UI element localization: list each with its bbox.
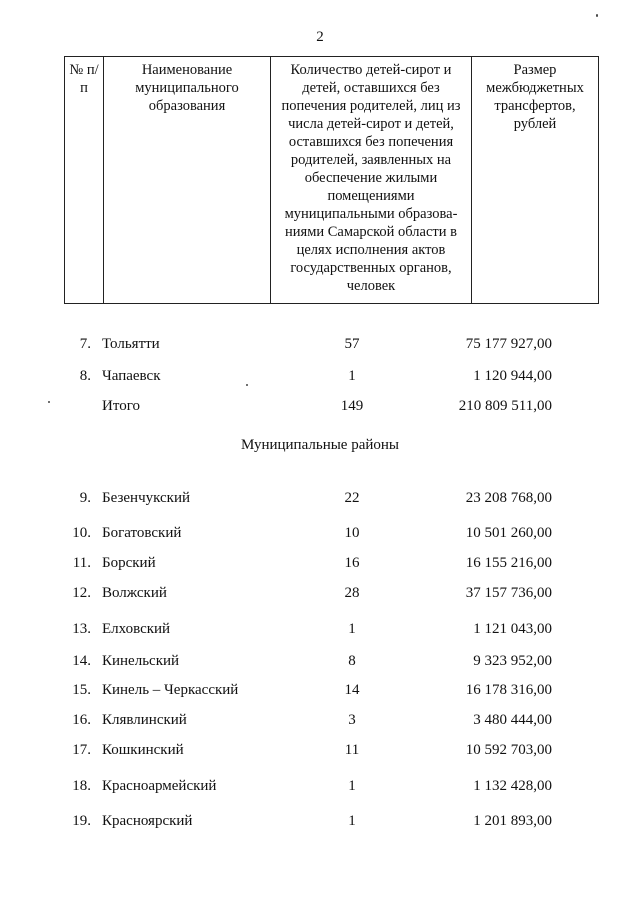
row-num: 16. bbox=[72, 712, 91, 728]
table-row bbox=[0, 619, 640, 639]
row-name: Кинельский bbox=[102, 653, 180, 669]
row-sum: 3 480 444,00 bbox=[473, 712, 552, 728]
row-count: 149 bbox=[340, 398, 364, 414]
section-title: Муниципальные районы bbox=[240, 437, 400, 453]
row-name: Борский bbox=[102, 555, 156, 571]
row-num: 9. bbox=[79, 490, 91, 506]
row-name: Богатовский bbox=[102, 525, 182, 541]
table-header-row bbox=[65, 57, 599, 304]
table-row bbox=[0, 776, 640, 796]
row-sum: 10 592 703,00 bbox=[465, 742, 552, 758]
row-num: 8. bbox=[79, 368, 91, 384]
row-num: 19. bbox=[72, 813, 91, 829]
row-name: Красноярский bbox=[102, 813, 193, 829]
table-row bbox=[0, 523, 640, 543]
row-name: Елховский bbox=[102, 621, 171, 637]
row-name: Кинель – Черкасский bbox=[102, 682, 239, 698]
page-number: 2 bbox=[316, 29, 324, 45]
row-count: 57 bbox=[344, 336, 360, 352]
row-sum: 9 323 952,00 bbox=[473, 653, 552, 669]
row-count: 11 bbox=[344, 742, 360, 758]
table-row-total bbox=[0, 396, 640, 416]
row-sum: 210 809 511,00 bbox=[458, 398, 552, 414]
row-name: Красноармейский bbox=[102, 778, 217, 794]
header-name: Наименование муниципального образования bbox=[104, 57, 271, 304]
table-row bbox=[0, 710, 640, 730]
table-row bbox=[0, 553, 640, 573]
table-header bbox=[64, 56, 599, 304]
row-sum: 16 178 316,00 bbox=[465, 682, 552, 698]
row-name: Чапаевск bbox=[102, 368, 161, 384]
row-sum: 75 177 927,00 bbox=[465, 336, 552, 352]
row-sum: 16 155 216,00 bbox=[465, 555, 552, 571]
row-count: 8 bbox=[348, 653, 356, 669]
row-num: 13. bbox=[72, 621, 91, 637]
row-count: 28 bbox=[344, 585, 360, 601]
row-num: 11. bbox=[72, 555, 91, 571]
table-row bbox=[0, 651, 640, 671]
row-num: 10. bbox=[72, 525, 91, 541]
row-sum: 37 157 736,00 bbox=[465, 585, 552, 601]
row-count: 1 bbox=[348, 368, 356, 384]
row-sum: 1 201 893,00 bbox=[473, 813, 552, 829]
table-row bbox=[0, 811, 640, 831]
row-num: 15. bbox=[72, 682, 91, 698]
scan-speck bbox=[596, 14, 598, 17]
table-row bbox=[0, 488, 640, 508]
row-num: 18. bbox=[72, 778, 91, 794]
row-count: 22 bbox=[344, 490, 360, 506]
row-num: 17. bbox=[72, 742, 91, 758]
row-name: Волжский bbox=[102, 585, 167, 601]
row-name: Клявлинский bbox=[102, 712, 187, 728]
row-count: 16 bbox=[344, 555, 360, 571]
header-count: Количество детей-сирот и детей, оставшихся без попечения родителей, лиц из числа детей-сирот и детей, оставшихся без попечения родителей, заявленных на обеспечение жилыми помещениями муниципальными образова-ниями Самарской области в целях исполнения актов государственных органов, человек bbox=[271, 57, 472, 304]
table-row bbox=[0, 366, 640, 386]
header-sum: Размер межбюджетных трансфертов, рублей bbox=[472, 57, 599, 304]
row-num: 12. bbox=[72, 585, 91, 601]
row-num: 7. bbox=[79, 336, 91, 352]
row-count: 3 bbox=[348, 712, 356, 728]
row-sum: 10 501 260,00 bbox=[465, 525, 552, 541]
table-row bbox=[0, 334, 640, 354]
row-name: Итого bbox=[102, 398, 140, 414]
header-num: № п/п bbox=[65, 57, 104, 304]
row-sum: 1 121 043,00 bbox=[473, 621, 552, 637]
row-sum: 23 208 768,00 bbox=[465, 490, 552, 506]
row-count: 1 bbox=[348, 778, 356, 794]
row-count: 14 bbox=[344, 682, 360, 698]
row-sum: 1 120 944,00 bbox=[473, 368, 552, 384]
table-row bbox=[0, 740, 640, 760]
row-count: 10 bbox=[344, 525, 360, 541]
row-name: Тольятти bbox=[102, 336, 160, 352]
row-count: 1 bbox=[348, 813, 356, 829]
table-row bbox=[0, 583, 640, 603]
row-name: Кошкинский bbox=[102, 742, 184, 758]
row-name: Безенчукский bbox=[102, 490, 191, 506]
row-count: 1 bbox=[348, 621, 356, 637]
row-sum: 1 132 428,00 bbox=[473, 778, 552, 794]
table-row bbox=[0, 680, 640, 700]
row-num: 14. bbox=[72, 653, 91, 669]
